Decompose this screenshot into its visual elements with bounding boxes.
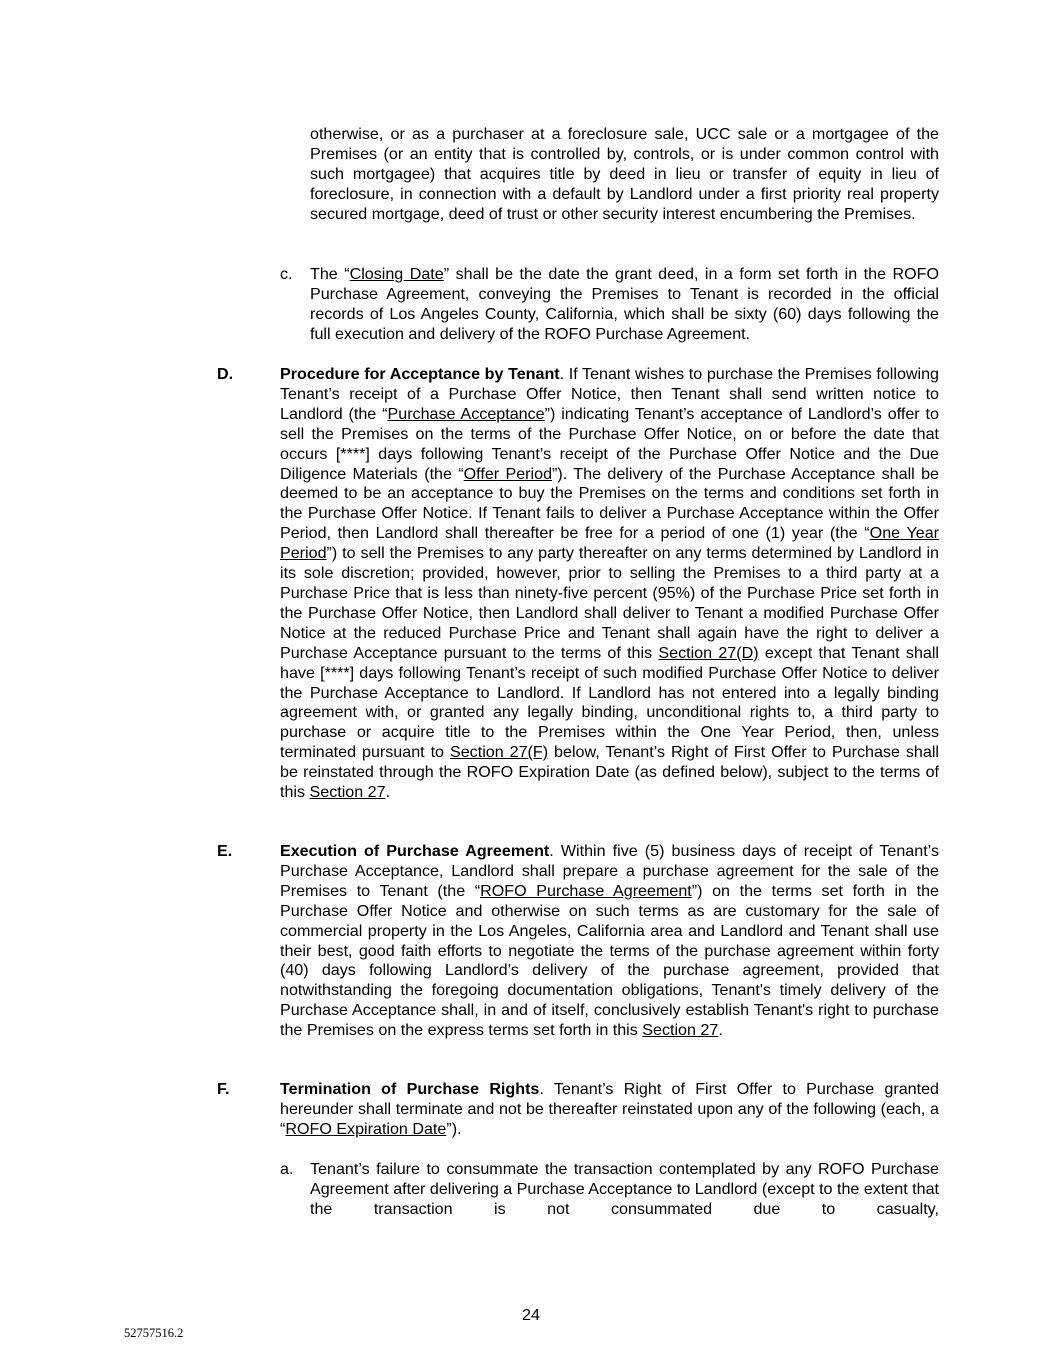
item-a-text: Tenant’s failure to consummate the transaction contemplated by any ROFO Purchase Agreement after delivering a Purchase Acceptance to Landlord (except to the extent that the transaction is not consummated due to casualty, <box>310 1160 939 1218</box>
continuation-paragraph <box>310 125 939 225</box>
section-e-letter: E. <box>217 842 233 860</box>
section-f-letter: F. <box>217 1080 230 1098</box>
section-27f-reference: Section 27(F) <box>449 743 549 762</box>
section-e <box>217 842 939 1041</box>
section-e-heading: Execution of Purchase Agreement <box>280 842 550 860</box>
item-c-marker: c. <box>280 265 293 283</box>
section-d-text: Procedure for Acceptance by Tenant. If Tenant wishes to purchase the Premises following Tenant’s receipt of a Purchase Offer Notice, then Tenant shall send written notice to Landlord (the “Purchase Acceptance”) indicating Tenant’s acceptance of Landlord’s offer to sell the Premises on the terms of the Purchase Offer Notice, on or before the date that occurs [****] days following Tenant’s receipt of the Purchase Offer Notice and the Due Diligence Materials (the “Offer Period”). The delivery of the Purchase Acceptance shall be deemed to be an acceptance to buy the Premises on the terms and conditions set forth in the Purchase Offer Notice. If Tenant fails to deliver a Purchase Acceptance within the Offer Period, then Landlord shall thereafter be free for a period of one (1) year (the “One Year Period”) to sell the Premises to any party thereafter on any terms determined by Landlord in its sole discretion; provided, however, prior to selling the Premises to a third party at a Purchase Price that is less than ninety-five percent (95%) of the Purchase Price set forth in the Purchase Offer Notice, then Landlord shall deliver to Tenant a modified Purchase Offer Notice at the reduced Purchase Price and Tenant shall again have the right to deliver a Purchase Acceptance pursuant to the terms of this Section 27(D) except that Tenant shall have [****] days following Tenant’s receipt of such modified Purchase Offer Notice to deliver the Purchase Acceptance to Landlord. If Landlord has not entered into a legally binding agreement with, or granted any legally binding, unconditional rights to, a third party to purchase or acquire title to the Premises within the One Year Period, then, unless terminated pursuant to Section 27(F) below, Tenant’s Right of First Offer to Purchase shall be reinstated through the ROFO Expiration Date (as defined below), subject to the terms of this Section 27. <box>280 365 940 802</box>
section-e-text: Execution of Purchase Agreement. Within five (5) business days of receipt of Tenant’s Purchase Acceptance, Landlord shall prepare a purchase agreement for the sale of the Premises to Tenant (the “ROFO Purchase Agreement”) on the terms set forth in the Purchase Offer Notice and otherwise on such terms as are customary for the sale of commercial property in the Los Angeles, California area and Landlord and Tenant shall use their best, good faith efforts to negotiate the terms of the purchase agreement within forty (40) days following Landlord’s delivery of the purchase agreement, provided that notwithstanding the foregoing documentation obligations, Tenant's timely delivery of the Purchase Acceptance shall, in and of itself, conclusively establish Tenant's right to purchase the Premises on the express terms set forth in this Section 27. <box>280 842 939 1040</box>
page-number: 24 <box>522 1306 540 1324</box>
closing-date-term: Closing Date <box>349 265 444 283</box>
section-27d-reference: Section 27(D) <box>658 643 759 662</box>
item-a-marker: a. <box>280 1160 294 1178</box>
section-f <box>217 1080 939 1140</box>
item-a <box>280 1160 939 1220</box>
rofo-purchase-agreement-term: ROFO Purchase Agreement <box>480 881 692 900</box>
section-d-heading: Procedure for Acceptance by Tenant <box>280 365 560 383</box>
continuation-text: otherwise, or as a purchaser at a foreclosure sale, UCC sale or a mortgagee of the Premises (or an entity that is controlled by, controls, or is under common control with such mortgagee) that acquires title by deed in lieu or transfer of equity in lieu of foreclosure, in connection with a default by Landlord under a first priority real property secured mortgage, deed of trust or other security interest encumbering the Premises. <box>310 125 939 223</box>
section-d <box>217 365 939 803</box>
item-c <box>280 265 939 345</box>
one-year-period-term: One Year Period <box>280 524 940 563</box>
document-id: 52757516.2 <box>124 1326 184 1340</box>
section-27-reference: Section 27 <box>309 783 386 802</box>
section-d-letter: D. <box>217 365 234 383</box>
item-c-text: The “Closing Date” shall be the date the grant deed, in a form set forth in the ROFO Purchase Agreement, conveying the Premises to Tenant is recorded in the official records of Los Angeles County, California, which shall be sixty (60) days following the full execution and delivery of the ROFO Purchase Agreement. <box>310 265 939 343</box>
section-27-reference: Section 27 <box>642 1021 719 1040</box>
offer-period-term: Offer Period <box>463 464 553 483</box>
rofo-expiration-date-term: ROFO Expiration Date <box>285 1119 447 1138</box>
purchase-acceptance-term: Purchase Acceptance <box>387 404 545 423</box>
section-f-text: Termination of Purchase Rights. Tenant’s Right of First Offer to Purchase granted hereunder shall terminate and not be thereafter reinstated upon any of the following (each, a “ROFO Expiration Date”). <box>280 1080 939 1138</box>
section-f-heading: Termination of Purchase Rights <box>280 1080 540 1098</box>
